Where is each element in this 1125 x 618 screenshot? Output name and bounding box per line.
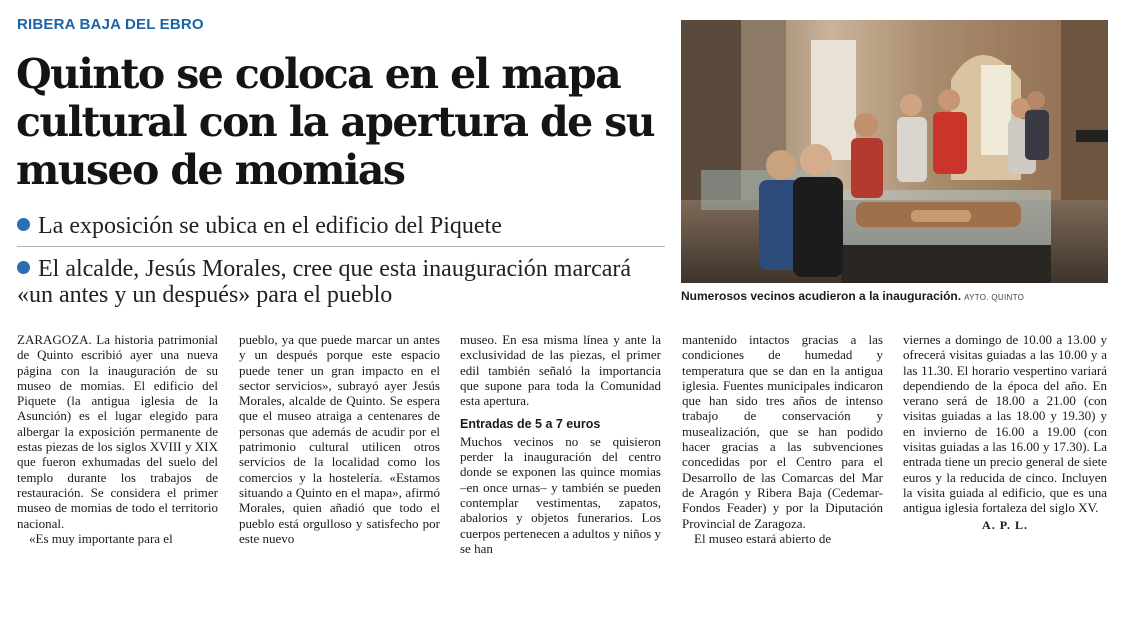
body-paragraph: viernes a domingo de 10.00 a 13.00 y ofrecerá visitas guiadas a las 10.00 y a las 11.30. El horario vespertino variará dependiendo de la época del año. En verano será de 18.00 a 21.00 (con visitas guiadas a las 18.00 y 19.30) y en invierno de 16.00 a 19.00 (con visitas guiadas a las 16.00 y 17.30). La entrada tiene un precio general de siete euros y la reducida de cinco. Incluyen la visita guiada al edificio, que es una antigua iglesia fortaleza del siglo XV. (903, 332, 1107, 516)
author-signature: A. P. L. (982, 517, 1028, 532)
section-label: RIBERA BAJA DEL EBRO (17, 16, 204, 33)
museum-photo (681, 20, 1108, 283)
article-column-5 (903, 332, 1107, 533)
body-paragraph: mantenido intactos gracias a las condiciones de humedad y temperatura que se dan en la antigua iglesia. Fuentes municipales indicaron que han sido tres años de intenso trabajo de conservación y musealización, que se han podido hacer gracias a las subvenciones concedidas por el Centro para el Desarrollo de las Comarcas del Mar de Aragón y Ribera Baja (Cedemar-Fondos Feader) y por la Diputación Provincial de Zaragoza. (682, 332, 883, 531)
photo-caption (681, 289, 1111, 303)
article-column-3 (460, 332, 661, 556)
bullet-dot-icon (17, 261, 30, 274)
body-paragraph: museo. En esa misma línea y ante la exclusividad de las piezas, el primer edil también señaló la importancia que supone para toda la Comunidad esta apertura. (460, 332, 661, 409)
body-paragraph: «Es muy importante para el (29, 530, 173, 546)
subhead-2 (17, 256, 667, 308)
body-paragraph: El museo estará abierto de (694, 530, 832, 546)
body-paragraph: pueblo, ya que puede marcar un antes y un después porque este espacio puede tener un gran impacto en el sector servicios», subrayó ayer Jesús Morales, alcalde de Quinto. Se espera que el museo atraiga a centenares de personas que además de acudir por el patrimonio cultural utilicen otros servicios de la localidad como los comercios y la hostelería. «Estamos situando a Quinto en el mapa», afirmó Morales, quien añadió que todo el pueblo está orgulloso y satisfecho por este nuevo (239, 332, 440, 546)
bullet-dot-icon (17, 218, 30, 231)
museum-photo-image (681, 20, 1108, 283)
body-paragraph: ZARAGOZA. La historia patrimonial de Quinto escribió ayer una nueva página con la inauguración de su museo de momias. El edificio del Piquete (la antigua iglesia de la Asunción) es el lugar elegido para albergar la exposición permanente de estas piezas de los siglos XVIII y XIX que fueron exhumadas del suelo del templo durante los trabajos de restauración. Se considera el primer museo de momias de todo el territorio nacional. (17, 332, 218, 531)
body-paragraph: Muchos vecinos no se quisieron perder la inauguración del centro donde se exponen las quince momias –en once urnas– y también se pueden contemplar vestimentas, zapatos, abalorios y objetos funerarios. Los cuerpos pertenecen a adultos y niños y se han (460, 433, 661, 556)
subhead-1-text: La exposición se ubica en el edificio del Piquete (38, 213, 502, 239)
article-column-2 (239, 332, 440, 546)
subhead-1 (17, 213, 667, 239)
photo-caption-text: Numerosos vecinos acudieron a la inauguración. (681, 289, 962, 303)
column-subheading: Entradas de 5 a 7 euros (460, 417, 601, 432)
subhead-divider (17, 246, 665, 247)
article-column-4 (682, 332, 883, 546)
article-column-1 (17, 332, 218, 546)
subhead-2-text: El alcalde, Jesús Morales, cree que esta inauguración marcará «un antes y un después» para el pueblo (17, 256, 632, 308)
headline: Quinto se coloca en el mapa cultural con la apertura de su museo de momias (16, 50, 654, 194)
photo-credit: AYTO. QUINTO (964, 293, 1025, 302)
